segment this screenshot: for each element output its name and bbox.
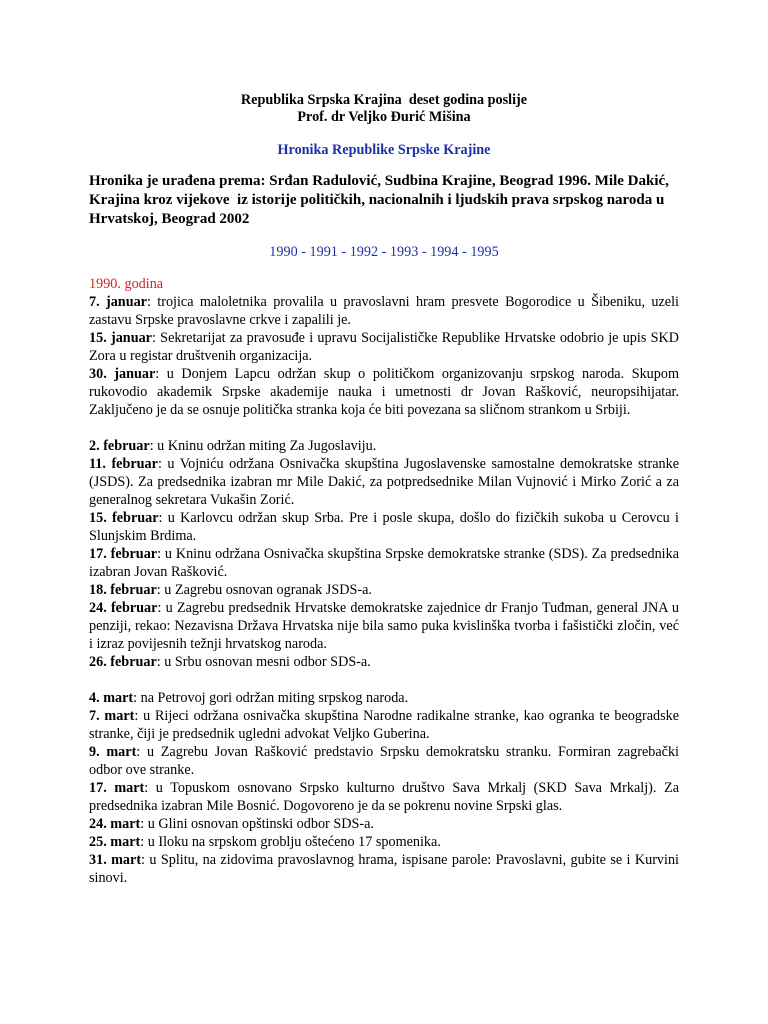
entry-date: 4. mart — [89, 690, 134, 706]
chronicle-entry — [89, 365, 679, 419]
entry-text: : trojica maloletnika provalila u pravoslavni hram presvete Bogorodice u Šibeniku, uzeli zastavu Srpske pravoslavne crkve i zapalili je. — [89, 294, 679, 328]
document-author: Prof. dr Veljko Đurić Mišina — [297, 109, 471, 125]
entry-text: : u Kninu održan miting Za Jugoslaviju. — [149, 438, 377, 454]
entry-date: 24. mart — [89, 816, 141, 832]
document-subtitle: Hronika Republike Srpske Krajine — [277, 142, 491, 158]
chronicle-entries — [89, 293, 679, 887]
entry-text: : u Donjem Lapcu održan skup o političkom organizovanju srpskog naroda. Skupom rukovodio akademik Srpske akademije nauka i umetnosti dr Jovan Rašković, neuropsihijatar. Zaključeno je da se osnuje politička stranka koja će biti povezana sa sličnom strankom u Srbiji. — [89, 366, 679, 418]
chronicle-entry — [89, 779, 679, 815]
entry-text: : u Karlovcu održan skup Srba. Pre i posle skupa, došlo do fizičkih sukoba u Cerovcu i Slunjskim Brdima. — [89, 510, 680, 544]
year-link-1990[interactable]: 1990 — [269, 244, 298, 260]
entry-text: : u Splitu, na zidovima pravoslavnog hrama, ispisane parole: Pravoslavni, gubite se i Kurvini sinovi. — [89, 852, 680, 886]
entry-text: : Sekretarijat za pravosuđe i upravu Socijalističke Republike Hrvatske odobrio je upis SKD Zora u registar društvenih organizacija. — [89, 330, 679, 364]
year-separator: - — [378, 244, 390, 260]
entry-text: : u Vojniću održana Osnivačka skupština Jugoslavenske samostalne demokratske stranke (JSDS). Za predsednika izabran mr Mile Dakić, za potpredsednike Milan Vujnović i Mirko Zorić a za generalnog sekretara Vukašin Zorić. — [89, 456, 679, 508]
entry-text: : u Rijeci održana osnivačka skupština Narodne radikalne stranke, kao ogranka te beogradske stranke, čiji je predsednik ugledni advokat Veljko Guberina. — [89, 708, 679, 742]
paragraph-gap — [89, 419, 679, 437]
entry-text: : u Kninu održana Osnivačka skupština Srpske demokratske stranke (SDS). Za predsednika izabran Jovan Rašković. — [89, 546, 679, 580]
year-link-1994[interactable]: 1994 — [430, 244, 459, 260]
chronicle-entry — [89, 815, 679, 833]
entry-text: : u Glini osnovan opštinski odbor SDS-a. — [140, 816, 374, 832]
entry-text: : u Zagrebu Jovan Rašković predstavio Srpsku demokratsku stranku. Formiran zagrebački odbor ove stranke. — [89, 744, 679, 778]
entry-text: : u Zagrebu osnovan ogranak JSDS-a. — [156, 582, 372, 598]
entry-date: 30. januar — [89, 366, 156, 382]
years-navigation — [89, 244, 679, 261]
chronicle-entry — [89, 833, 679, 851]
source-citation: Hronika je urađena prema: Srđan Radulović, Sudbina Krajine, Beograd 1996. Mile Dakić, Krajina kroz vijekove iz istorije političkih, nacionalnih i ljudskih prava srpskog naroda u Hrvatskoj, Beograd 2002 — [89, 173, 673, 227]
chronicle-entry — [89, 329, 679, 365]
entry-date: 11. februar — [89, 456, 158, 472]
chronicle-entry — [89, 851, 679, 887]
year-separator: - — [458, 244, 471, 260]
entry-date: 24. februar — [89, 600, 158, 616]
entry-text: : u Iloku na srpskom groblju oštećeno 17 spomenika. — [140, 834, 441, 850]
entry-text: : na Petrovoj gori održan miting srpskog naroda. — [133, 690, 409, 706]
year-separator: - — [418, 244, 431, 260]
entry-date: 26. februar — [89, 654, 157, 670]
year-link-1993[interactable]: 1993 — [389, 244, 419, 260]
entry-date: 31. mart — [89, 852, 142, 868]
year-link-1995[interactable]: 1995 — [470, 244, 499, 260]
entry-date: 15. januar — [89, 330, 152, 346]
entry-date: 25. mart — [89, 834, 141, 850]
document-title: Republika Srpska Krajina deset godina poslije — [240, 92, 528, 108]
chronicle-entry — [89, 437, 679, 455]
entry-text: : u Topuskom osnovano Srpsko kulturno društvo Sava Mrkalj (SKD Sava Mrkalj). Za predsednika izabran Mile Bosnić. Dogovoreno je da se pokrenu novine Srpski glas. — [89, 780, 679, 814]
chronicle-entry — [89, 707, 679, 743]
entry-date: 7. mart — [89, 708, 135, 724]
year-link-1991[interactable]: 1991 — [309, 244, 338, 260]
chronicle-entry — [89, 689, 679, 707]
entry-date: 7. januar — [89, 294, 147, 310]
year-separator: - — [337, 244, 350, 260]
entry-date: 9. mart — [89, 744, 137, 760]
chronicle-entry — [89, 599, 679, 653]
chronicle-entry — [89, 293, 679, 329]
year-link-1992[interactable]: 1992 — [349, 244, 379, 260]
entry-date: 17. mart — [89, 780, 145, 796]
entry-text: : u Srbu osnovan mesni odbor SDS-a. — [156, 654, 371, 670]
chronicle-entry — [89, 545, 679, 581]
chronicle-entry — [89, 653, 679, 671]
year-separator: - — [297, 244, 310, 260]
chronicle-entry — [89, 455, 679, 509]
chronicle-entry — [89, 743, 679, 779]
paragraph-gap — [89, 671, 679, 689]
entry-text: : u Zagrebu predsednik Hrvatske demokratske zajednice dr Franjo Tuđman, general JNA u penziji, rekao: Nezavisna Država Hrvatska nije bila samo puka kvislinška tvorba i fašistički zločin, već i izraz povijesnih težnji hrvatskog naroda. — [89, 600, 679, 652]
entry-date: 15. februar — [89, 510, 159, 526]
year-heading: 1990. godina — [89, 276, 164, 292]
entry-date: 17. februar — [89, 546, 158, 562]
entry-date: 2. februar — [89, 438, 150, 454]
chronicle-entry — [89, 509, 679, 545]
entry-date: 18. februar — [89, 582, 157, 598]
chronicle-entry — [89, 581, 679, 599]
